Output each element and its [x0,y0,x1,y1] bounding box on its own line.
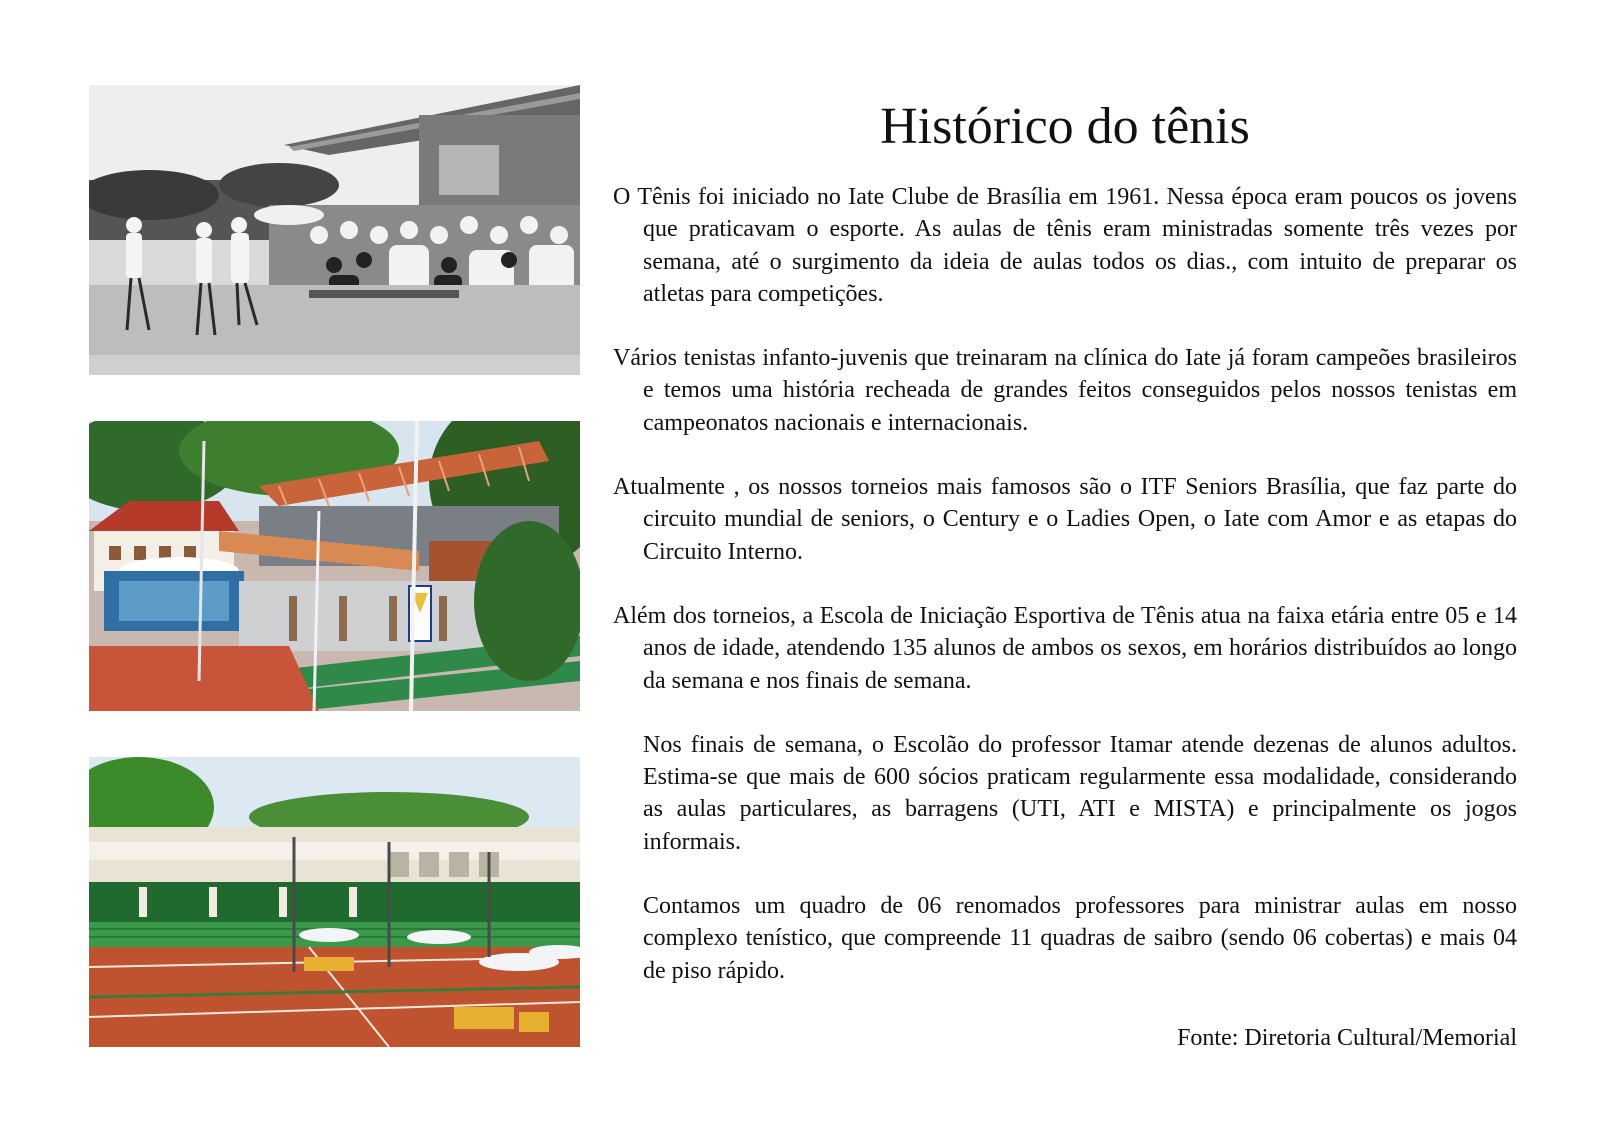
page-title: Histórico do tênis [880,98,1250,155]
paragraph-teachers: Contamos um quadro de 06 renomados professores para ministrar aulas em nosso complexo tenístico, que compreende 11 quadras de saibro (sendo 06 cobertas) e mais 04 de piso rápido. [643,893,1517,984]
clay-courts-photo-image [89,757,580,1047]
paragraph-tournaments: Atualmente , os nossos torneios mais famosos são o ITF Seniors Brasília, que faz parte do circuito mundial de seniors, o Century e o Ladies Open, o Iate com Amor e as etapas do Circuito Interno. [613,474,1517,565]
paragraph-school: Além dos torneios, a Escola de Iniciação Esportiva de Tênis atua na faixa etária entre 05 e 14 anos de idade, atendendo 135 alunos de ambos os sexos, em horários distribuídos ao longo da semana e nos finais de semana. [613,602,1517,694]
paragraph-origin: O Tênis foi iniciado no Iate Clube de Brasília em 1961. Nessa época eram poucos os jovens que praticavam o esporte. As aulas de tênis eram ministradas somente três vezes por semana, até o surgimento da ideia de aulas todos os dias., com intuito de preparar os atletas para competições. [613,184,1517,307]
historic-tennis-photo [89,85,580,375]
paragraph-champions: Vários tenistas infanto-juvenis que treinaram na clínica do Iate já foram campeões brasileiros e temos uma história recheada de grandes feitos conseguidos pelos nossos tenistas em campeonatos nacionais e internacionais. [613,345,1517,436]
clubhouse-stands-photo-image [89,421,580,711]
source-credit: Fonte: Diretoria Cultural/Memorial [1177,1025,1517,1051]
clay-courts-photo [89,757,580,1047]
paragraph-weekends: Nos finais de semana, o Escolão do professor Itamar atende dezenas de alunos adultos. Estima-se que mais de 600 sócios praticam regularmente essa modalidade, considerando as aulas particulares, as barragens (UTI, ATI e MISTA) e principalmente os jogos informais. [643,731,1517,855]
clubhouse-stands-photo [89,421,580,711]
history-text [613,181,1517,987]
historic-tennis-photo-image [89,85,580,375]
